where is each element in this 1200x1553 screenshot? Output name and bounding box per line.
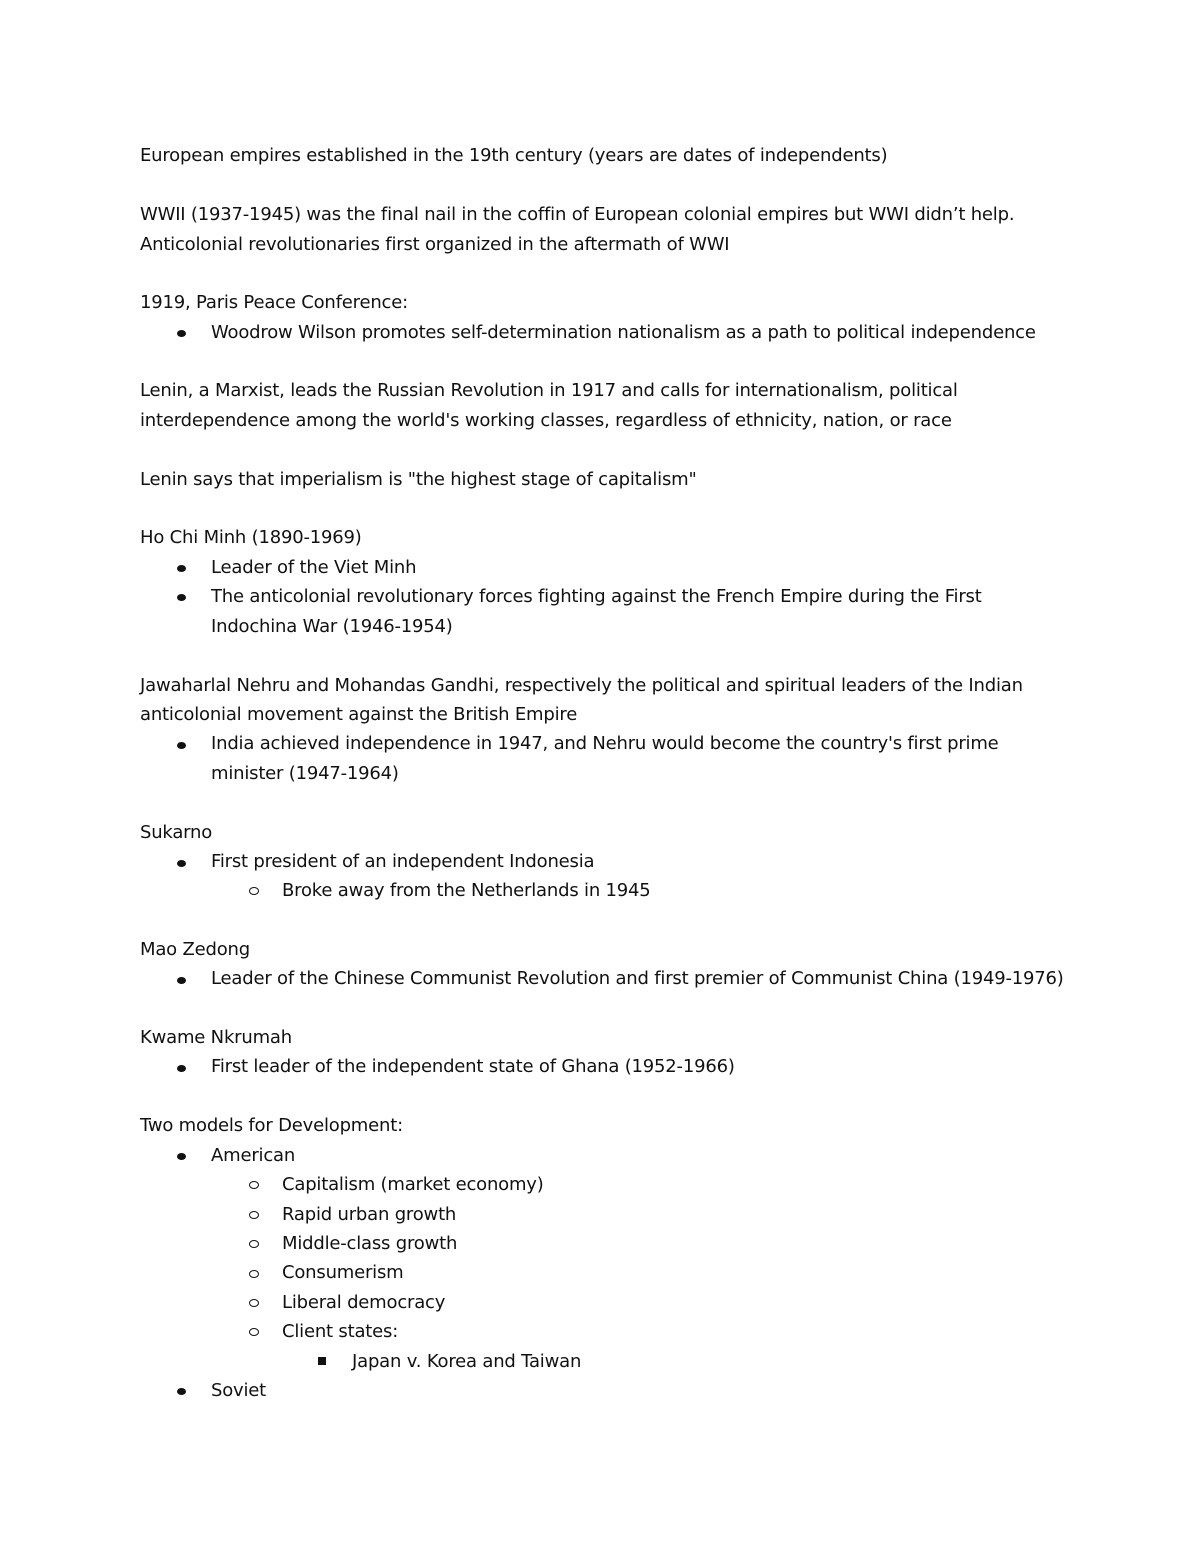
list-item-continuation: minister (1947-1964) [211,763,399,784]
sub-list-item: Broke away from the Netherlands in 1945 [282,880,651,901]
list-item: Leader of the Viet Minh [211,557,417,578]
list-item: First president of an independent Indonesia [211,851,595,872]
list-item: Leader of the Chinese Communist Revolution and first premier of Communist China (1949-1976) [211,968,1064,989]
bullet-disc-icon [177,742,186,749]
sub-list-item: Middle-class growth [282,1233,458,1254]
section-heading: Two models for Development: [140,1115,403,1136]
sub-sub-list-item: Japan v. Korea and Taiwan [352,1351,582,1372]
list-item-continuation: Indochina War (1946-1954) [211,616,453,637]
section-heading: Jawaharlal Nehru and Mohandas Gandhi, respectively the political and spiritual leaders of the Indian [140,675,1023,696]
text-line: interdependence among the world's working classes, regardless of ethnicity, nation, or race [140,410,952,431]
text-line: WWII (1937-1945) was the final nail in the coffin of European colonial empires but WWI didn’t help. [140,204,1015,225]
list-item: India achieved independence in 1947, and Nehru would become the country's first prime [211,733,999,754]
section-heading: Mao Zedong [140,939,250,960]
bullet-disc-icon [177,1388,186,1395]
sub-list-item: Capitalism (market economy) [282,1174,544,1195]
bullet-circle-icon [249,1270,259,1278]
sub-list-item: Liberal democracy [282,1292,446,1313]
section-heading: Ho Chi Minh (1890-1969) [140,527,362,548]
bullet-disc-icon [177,977,186,984]
bullet-disc-icon [177,1065,186,1072]
list-item: Woodrow Wilson promotes self-determination nationalism as a path to political independence [211,322,1036,343]
bullet-disc-icon [177,1153,186,1160]
section-heading: 1919, Paris Peace Conference: [140,292,408,313]
bullet-circle-icon [249,887,259,895]
list-item: Soviet [211,1380,267,1401]
sub-list-item: Rapid urban growth [282,1204,457,1225]
text-line: European empires established in the 19th century (years are dates of independents) [140,145,888,166]
section-heading: Kwame Nkrumah [140,1027,292,1048]
bullet-circle-icon [249,1181,259,1189]
bullet-disc-icon [177,860,186,867]
bullet-disc-icon [177,594,186,601]
bullet-circle-icon [249,1328,259,1336]
bullet-circle-icon [249,1240,259,1248]
text-line: Anticolonial revolutionaries first organized in the aftermath of WWI [140,234,730,255]
list-item: The anticolonial revolutionary forces fighting against the French Empire during the First [211,586,982,607]
bullet-circle-icon [249,1299,259,1307]
text-line: Lenin says that imperialism is "the highest stage of capitalism" [140,469,697,490]
section-heading: Sukarno [140,822,213,843]
sub-list-item: Consumerism [282,1262,404,1283]
text-line: anticolonial movement against the British Empire [140,704,578,725]
sub-list-item: Client states: [282,1321,399,1342]
list-item: American [211,1145,296,1166]
bullet-disc-icon [177,330,186,337]
bullet-circle-icon [249,1211,259,1219]
text-line: Lenin, a Marxist, leads the Russian Revolution in 1917 and calls for internationalism, political [140,380,958,401]
bullet-square-icon [318,1357,326,1365]
bullet-disc-icon [177,565,186,572]
list-item: First leader of the independent state of Ghana (1952-1966) [211,1056,735,1077]
